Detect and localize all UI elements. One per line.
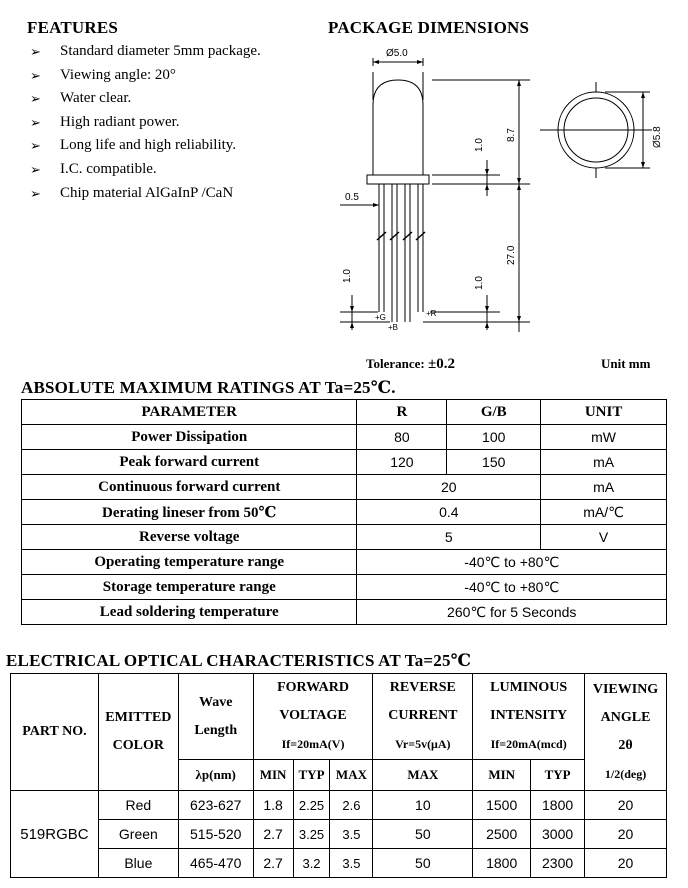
color-cell: Blue [98, 849, 178, 878]
tolerance-value: ±0.2 [427, 356, 455, 372]
vmax-cell: 2.6 [330, 791, 373, 820]
param-cell: Lead soldering temperature [22, 600, 357, 625]
param-cell: Storage temperature range [22, 575, 357, 600]
r-cell: 120 [357, 450, 447, 475]
param-cell: Reverse voltage [22, 525, 357, 550]
param-cell: Power Dissipation [22, 425, 357, 450]
lmin-cell: 1500 [473, 791, 531, 820]
table-header-row [22, 400, 667, 425]
dim-top-diameter: Ø5.0 [386, 48, 408, 59]
dim-side-diameter: Ø5.8 [652, 126, 663, 148]
ltyp-cell: 3000 [531, 820, 585, 849]
header-forward-voltage: FORWARD VOLTAGE If=20mA(V) [253, 674, 373, 760]
header-unit: UNIT [541, 400, 667, 425]
header-r: R [357, 400, 447, 425]
feature-text: Water clear. [60, 90, 132, 107]
table-row [22, 525, 667, 550]
table-header-row [11, 674, 667, 760]
value-cell: -40℃ to +80℃ [357, 550, 667, 575]
header-ltyp: TYP [531, 760, 585, 791]
package-drawing [0, 0, 688, 345]
arrow-right-icon: ➢ [30, 161, 41, 177]
header-lmin: MIN [473, 760, 531, 791]
vtyp-cell: 2.25 [293, 791, 330, 820]
lmin-cell: 2500 [473, 820, 531, 849]
value-cell: -40℃ to +80℃ [357, 575, 667, 600]
arrow-right-icon: ➢ [30, 138, 41, 154]
table-row [22, 475, 667, 500]
unit-cell: V [541, 525, 667, 550]
dim-lead-width: 0.5 [345, 192, 359, 203]
feature-text: Chip material AlGaInP /CaN [60, 184, 234, 201]
table-row [11, 791, 667, 820]
unit-note: Unit mm [601, 356, 651, 371]
vmax-cell: 3.5 [330, 849, 373, 878]
angle-cell: 20 [585, 849, 667, 878]
unit-cell: mA [541, 475, 667, 500]
header-parameter: PARAMETER [22, 400, 357, 425]
feature-text: High radiant power. [60, 113, 180, 130]
ltyp-cell: 2300 [531, 849, 585, 878]
ratings-title: ABSOLUTE MAXIMUM RATINGS AT Ta=25℃. [21, 378, 396, 397]
ir-cell: 10 [373, 791, 473, 820]
vmin-cell: 1.8 [253, 791, 293, 820]
header-vmax: MAX [330, 760, 373, 791]
arrow-right-icon: ➢ [30, 44, 41, 59]
gb-cell: 150 [447, 450, 541, 475]
table-row [22, 575, 667, 600]
electrical-table [10, 673, 667, 878]
unit-cell: mW [541, 425, 667, 450]
dim-flange: 1.0 [474, 138, 485, 152]
lead-g-label: +G [375, 313, 386, 322]
dim-lead-gap-left: 1.0 [342, 269, 353, 283]
value-cell: 5 [357, 525, 541, 550]
table-row [22, 500, 667, 525]
wave-cell: 515-520 [178, 820, 253, 849]
unit-cell: mA/℃ [541, 500, 667, 525]
features-title: FEATURES [27, 18, 119, 37]
ir-cell: 50 [373, 820, 473, 849]
header-emitted-color: EMITTED COLOR [98, 674, 178, 791]
table-row [22, 425, 667, 450]
electrical-title: ELECTRICAL OPTICAL CHARACTERISTICS AT Ta=25℃ [6, 651, 472, 670]
feature-text: Long life and high reliability. [60, 137, 237, 154]
vmax-cell: 3.5 [330, 820, 373, 849]
dim-lead-gap-right: 1.0 [474, 276, 485, 290]
feature-text: Standard diameter 5mm package. [60, 43, 261, 59]
value-cell: 0.4 [357, 500, 541, 525]
param-cell: Peak forward current [22, 450, 357, 475]
header-luminous-intensity: LUMINOUS INTENSITY If=20mA(mcd) [473, 674, 585, 760]
header-gb: G/B [447, 400, 541, 425]
arrow-right-icon: ➢ [30, 91, 41, 107]
unit-cell: mA [541, 450, 667, 475]
header-vtyp: TYP [293, 760, 330, 791]
tolerance-note [366, 356, 455, 373]
color-cell: Red [98, 791, 178, 820]
led-flange [367, 175, 429, 184]
led-dome [373, 80, 423, 175]
wave-cell: 465-470 [178, 849, 253, 878]
lmin-cell: 1800 [473, 849, 531, 878]
angle-cell: 20 [585, 820, 667, 849]
table-row [22, 450, 667, 475]
header-wave-length: Wave Length [178, 674, 253, 760]
arrow-right-icon: ➢ [30, 67, 41, 83]
param-cell: Operating temperature range [22, 550, 357, 575]
value-cell: 260℃ for 5 Seconds [357, 600, 667, 625]
header-viewing-angle: VIEWING ANGLE 2θ 1/2(deg) [585, 674, 667, 791]
table-row [11, 820, 667, 849]
vtyp-cell: 3.25 [293, 820, 330, 849]
ltyp-cell: 1800 [531, 791, 585, 820]
vtyp-cell: 3.2 [293, 849, 330, 878]
table-row [22, 550, 667, 575]
lead-b-label: +B [388, 323, 399, 332]
vmin-cell: 2.7 [253, 849, 293, 878]
header-vmin: MIN [253, 760, 293, 791]
package-title: PACKAGE DIMENSIONS [328, 18, 530, 37]
tolerance-label: Tolerance: [366, 356, 425, 371]
param-cell: Derating lineser from 50℃ [22, 500, 357, 525]
ir-cell: 50 [373, 849, 473, 878]
lead-r-label: +R [426, 309, 437, 318]
header-rmax: MAX [373, 760, 473, 791]
dim-lead-length: 27.0 [506, 245, 517, 265]
gb-cell: 100 [447, 425, 541, 450]
color-cell: Green [98, 820, 178, 849]
header-reverse-current: REVERSE CURRENT Vr=5v(μA) [373, 674, 473, 760]
ratings-table [21, 399, 667, 625]
param-cell: Continuous forward current [22, 475, 357, 500]
table-row [11, 849, 667, 878]
vmin-cell: 2.7 [253, 820, 293, 849]
table-row [22, 600, 667, 625]
header-part-no: PART NO. [11, 674, 99, 791]
arrow-right-icon: ➢ [30, 114, 41, 130]
part-no-cell: 519RGBC [11, 791, 99, 878]
feature-text: Viewing angle: 20° [60, 66, 176, 83]
wave-cell: 623-627 [178, 791, 253, 820]
feature-text: I.C. compatible. [60, 160, 157, 177]
value-cell: 20 [357, 475, 541, 500]
header-wave-unit: λp(nm) [178, 760, 253, 791]
arrow-right-icon: ➢ [30, 185, 41, 201]
dim-body-height: 8.7 [506, 128, 517, 142]
r-cell: 80 [357, 425, 447, 450]
angle-cell: 20 [585, 791, 667, 820]
